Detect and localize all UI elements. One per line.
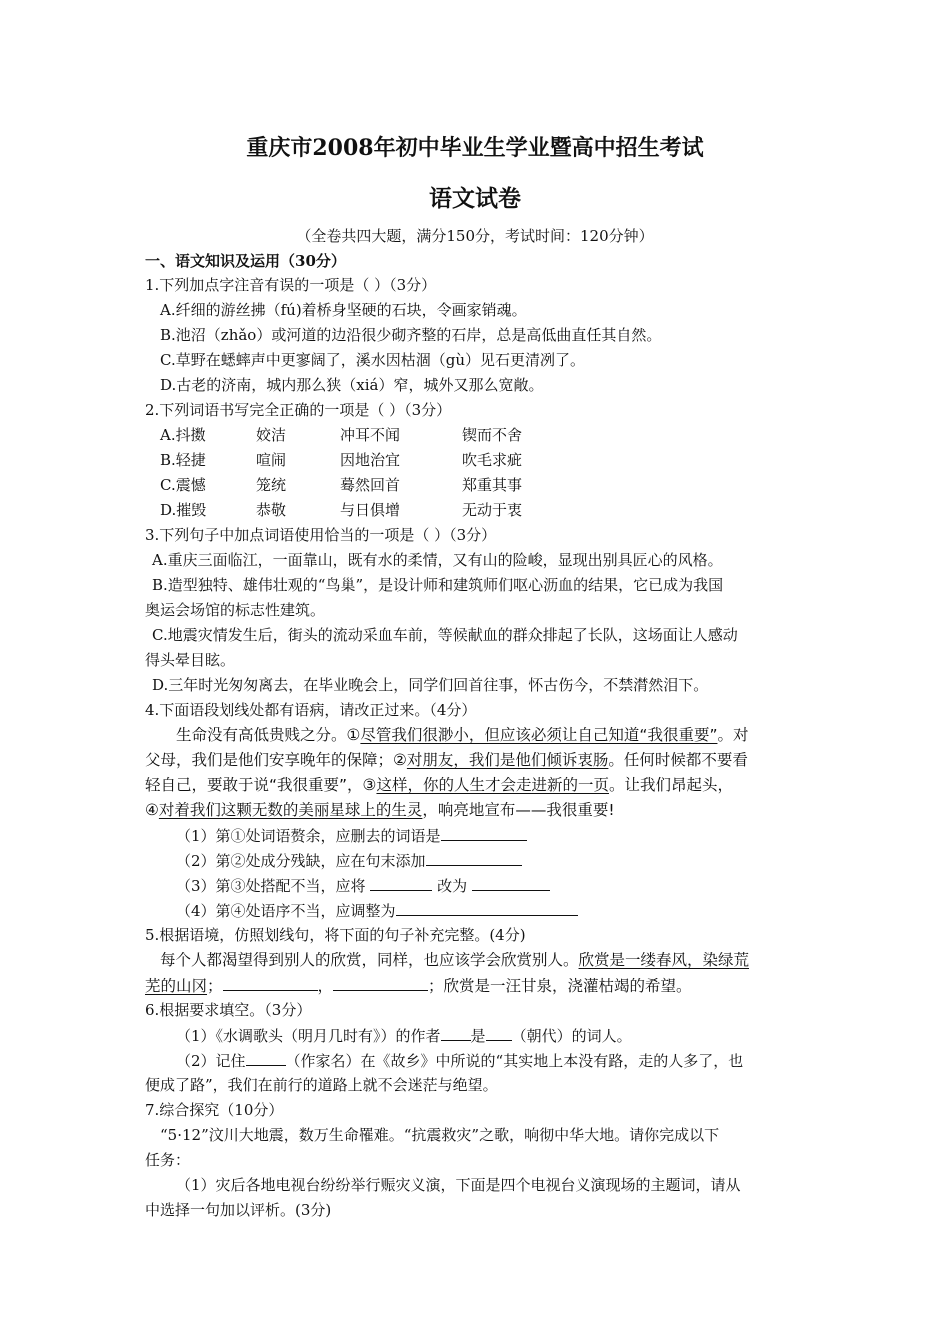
q4-sub-3-text: （3）第③处搭配不当，应将 [176,877,366,895]
q4-underlined-4: 对着我们这颗无数的美丽星球上的生灵 [158,801,423,819]
q3-option-d: D.三年时光匆匆离去，在毕业晚会上，同学们回首往事，怀古伤今，不禁潸然泪下。 [152,676,709,694]
answer-blank[interactable] [333,975,428,991]
q1-option-d: D.古老的济南，城内那么狭（xiá）窄，城外又那么宽敞。 [160,376,544,394]
q6-text: （作家名）在《故乡》中所说的“其实地上本没有路，走的人多了，也 [285,1052,744,1070]
q4-text: 轻自己，要敢于说“我很重要”，③ [145,776,377,794]
q4-sub-4 [176,900,578,921]
q4-text: 。让我们昂起头， [608,776,733,794]
q2-word: 笼统 [256,476,287,494]
q4-passage-line2 [145,750,748,770]
q5-text: ， [317,977,334,995]
q4-text: ，响亮地宣布——我很重要! [422,801,615,819]
q6-text: （朝代）的词人。 [511,1027,632,1045]
q7-sub-1-line1: （1）灾后各地电视台纷纷举行赈灾义演，下面是四个电视台义演现场的主题词，请从 [176,1176,741,1194]
q5-underlined: 欣赏是一缕春风，染绿荒 [578,951,750,969]
q2-word: 蓦然回首 [340,476,401,494]
q2-word: 锲而不舍 [462,426,523,444]
q2-word: 因地治宜 [340,451,401,469]
q2-word: 无动于衷 [462,501,523,519]
q2-stem: 2.下列词语书写完全正确的一项是（ ）（3分） [145,401,452,419]
q4-underlined-2: 对朋友，我们是他们倾诉衷肠 [406,751,609,769]
q5-text: ；欣赏是一汪甘泉，浇灌枯竭的希望。 [428,977,692,995]
q2-option-d [160,500,522,520]
q2-word: D.摧毁 [160,501,207,519]
q2-word: C.震憾 [160,476,206,494]
q3-option-c-line1: C.地震灾情发生后，街头的流动采血车前，等候献血的群众排起了长队，这场面让人感动 [152,626,738,644]
q2-word: 冲耳不闻 [340,426,401,444]
q4-sub-2 [176,850,522,871]
q4-sub-3-text: 改为 [437,877,468,895]
q2-word: 与日俱增 [340,501,401,519]
answer-blank[interactable] [370,875,432,891]
q5-line2 [145,975,692,996]
q1-stem: 1.下列加点字注音有误的一项是（ ）（3分） [145,276,437,294]
q3-option-b-line1: B.造型独特、雄伟壮观的“鸟巢”，是设计师和建筑师们呕心沥血的结果，它已成为我国 [152,576,724,594]
q6-sub-2-cont: 便成了路”，我们在前行的道路上就不会迷茫与绝望。 [145,1076,498,1094]
q3-stem: 3.下列句子中加点词语使用恰当的一项是（ ）（3分） [145,526,497,544]
q2-option-b [160,450,522,470]
q5-text: ； [207,977,223,995]
answer-blank[interactable] [426,850,522,866]
q3-option-a: A.重庆三面临江，一面靠山，既有水的柔情，又有山的险峻，显现出别具匠心的风格。 [152,551,723,569]
exam-subtitle: 语文试卷 [429,185,521,212]
q4-sub-1 [176,825,527,846]
q2-option-a [160,425,522,445]
q6-text: 是 [470,1027,486,1045]
q2-word: 恭敬 [256,501,287,519]
q2-word: B.轻捷 [160,451,206,469]
q2-word: A.抖擞 [160,426,206,444]
q2-word: 郑重其事 [462,476,523,494]
exam-title: 重庆市2008年初中毕业生学业暨高中招生考试 [246,135,704,161]
answer-blank[interactable] [486,1025,512,1041]
q4-passage-line4 [145,800,615,820]
q2-option-c [160,475,522,495]
q4-sub-3 [176,875,550,896]
answer-blank[interactable] [441,825,527,841]
q4-sub-2-text: （2）第②处成分残缺，应在句末添加 [176,852,426,870]
q6-text: （1）《水调歌头（明月几时有》）的作者 [176,1027,441,1045]
q3-option-c-line2: 得头晕目眩。 [145,651,236,669]
section-1-heading: 一、语文知识及运用（30分） [145,252,346,270]
q4-stem: 4.下面语段划线处都有语病，请改正过来。（4分） [145,701,477,719]
q1-option-b: B.池沼（zhǎo）或河道的边沿很少砌齐整的石岸，总是高低曲直任其自然。 [160,326,662,344]
q4-text: ④ [145,801,159,819]
q5-underlined: 芜的山冈 [145,977,208,995]
q4-underlined-1: 尽管我们很渺小，但应该必须让自己知道“我很重要” [360,726,718,744]
q5-stem: 5.根据语境，仿照划线句，将下面的句子补充完整。(4分) [145,926,526,944]
q5-line1 [160,950,749,970]
q1-option-a: A.纤细的游丝拂（fú)着桥身坚硬的石块，令画家销魂。 [160,301,527,319]
q7-sub-1-line2: 中选择一句加以评析。(3分) [145,1201,332,1219]
answer-blank[interactable] [396,900,578,916]
q7-intro-line1: “5·12”汶川大地震，数万生命罹难。“抗震救灾”之歌，响彻中华大地。请你完成以下 [160,1126,720,1144]
q4-passage-line1 [176,725,748,745]
answer-blank[interactable] [472,875,550,891]
q4-text: 。任何时候都不要看 [608,751,748,769]
q4-sub-1-text: （1）第①处词语赘余，应删去的词语是 [176,827,441,845]
q4-sub-4-text: （4）第④处语序不当，应调整为 [176,902,396,920]
q4-underlined-3: 这样，你的人生才会走进新的一页 [376,776,609,794]
q2-word: 吹毛求疵 [462,451,523,469]
q4-text: 生命没有高低贵贱之分。① [176,726,361,744]
q7-intro-line2: 任务： [145,1151,191,1169]
answer-blank[interactable] [223,975,318,991]
q3-option-b-line2: 奥运会场馆的标志性建筑。 [145,601,326,619]
q4-passage-line3 [145,775,733,795]
answer-blank[interactable] [441,1025,471,1041]
q1-option-c: C.草野在蟋蟀声中更寥阔了，溪水因枯涸（gù）见石更清冽了。 [160,351,585,369]
q6-text: （2）记住 [176,1052,246,1070]
q5-text: 每个人都渴望得到别人的欣赏，同样，也应该学会欣赏别人。 [160,951,579,969]
q4-text: 。对 [717,726,749,744]
q6-sub-1 [176,1025,632,1046]
q6-sub-2 [176,1050,743,1071]
q7-stem: 7.综合探究（10分） [145,1101,284,1119]
q4-text: 父母，我们是他们安享晚年的保障；② [145,751,407,769]
exam-note: （全卷共四大题，满分150分，考试时间：120分钟） [296,227,654,245]
q2-word: 喧闹 [256,451,287,469]
q2-word: 姣洁 [256,426,287,444]
q6-stem: 6.根据要求填空。（3分） [145,1001,312,1019]
answer-blank[interactable] [246,1050,286,1066]
